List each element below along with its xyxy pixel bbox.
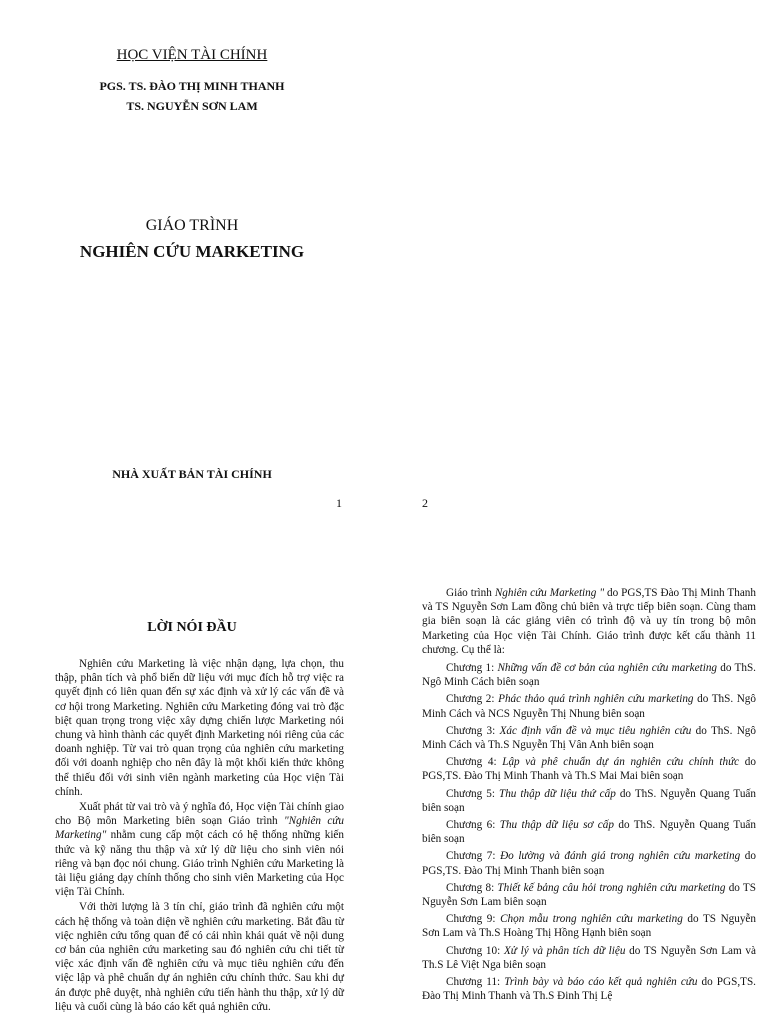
preface-paragraph-1: Nghiên cứu Marketing là việc nhận dạng, lựa chọn, thu thập, phân tích và phổ biến dữ liệu với mục đích hỗ trợ việc ra quyết định có liên quan đến sự xác định và xử lý các vấn đề và cơ hội trong Marketing. Nghiên cứu Marketing đóng vai trò đặc biệt quan trọng trong việc xây dựng chiến lược Marketing nói chung và hình thành các quyết định Marketing nói riêng của các doanh nghiệp. Từ vai trò quan trọng của nghiên cứu marketing đối với doanh nghiệp cho nên đây là một khối kiến thức không thể thiếu đối với sinh viên ngành marketing của Học viện Tài chính. bbox=[55, 658, 344, 798]
page-number-2: 2 bbox=[422, 496, 428, 510]
preface-column bbox=[55, 657, 344, 1014]
chapter-item: Chương 5: Thu thập dữ liệu thứ cấp do ThS. Nguyễn Quang Tuấn biên soạn bbox=[422, 787, 756, 814]
chapter-item: Chương 6: Thu thập dữ liệu sơ cấp do ThS. Nguyễn Quang Tuấn biên soạn bbox=[422, 819, 756, 846]
book-label: GIÁO TRÌNH bbox=[145, 217, 239, 234]
preface-paragraph-2: Xuất phát từ vai trò và ý nghĩa đó, Học viện Tài chính giao cho Bộ môn Marketing biên soạn Giáo trình "Nghiên cứu Marketing" nhằm cung cấp một cách có hệ thống những kiến thức và kỹ năng thu thập và xử lý dữ liệu cho sinh viên nói riêng và bạn đọc nói chung. Giáo trình Nghiên cứu Marketing là tài liệu giảng dạy chính thống cho sinh viên Marketing của Học viện Tài Chính. bbox=[55, 801, 344, 899]
book-structure-column bbox=[422, 586, 756, 1006]
structure-intro: Giáo trình Nghiên cứu Marketing " do PGS,TS Đào Thị Minh Thanh và TS Nguyễn Sơn Lam đồng chủ biên và trực tiếp biên soạn. Cùng tham gia biên soạn là các giảng viên có trình độ và uy tín trong bộ môn Marketing của Học viện Tài Chính. Giáo trình được kết cấu thành 11 chương. Cụ thể là: bbox=[422, 587, 756, 656]
chapter-item: Chương 10: Xử lý và phân tích dữ liệu do TS Nguyễn Sơn Lam và Th.S Lê Việt Nga biên soạn bbox=[422, 944, 756, 971]
chapter-item: Chương 11: Trình bày và báo cáo kết quả nghiên cứu do PGS,TS. Đào Thị Minh Thanh và Th.S Đinh Thị Lệ bbox=[422, 976, 756, 1003]
preface-paragraph-3: Với thời lượng là 3 tín chỉ, giáo trình đã nghiên cứu một cách hệ thống và toàn diện về nghiên cứu marketing. Bắt đầu từ việc nghiên cứu tổng quan để có cái nhìn khái quát về nội dung cơ bản của nghiên cứu marketing sau đó nghiên cứu chi tiết từ việc xác định vấn đề nghiên cứu và mục tiêu nghiên cứu đến việc lập và phê chuẩn dự án nghiên cứu chính thức. Sau khi dự án được phê duyệt, nhà nghiên cứu tiến hành thu thập, xử lý dữ liệu và cuối cùng là báo cáo kết quả nghiên cứu. bbox=[55, 901, 344, 1013]
book-title: NGHIÊN CỨU MARKETING bbox=[79, 242, 305, 261]
chapter-item: Chương 8: Thiết kế bảng câu hỏi trong nghiên cứu marketing do TS Nguyễn Sơn Lam biên soạn bbox=[422, 881, 756, 909]
chapter-item: Chương 4: Lập và phê chuẩn dự án nghiên cứu chính thức do PGS,TS. Đào Thị Minh Thanh và Th.S Mai Mai biên soạn bbox=[422, 756, 756, 783]
chapter-item: Chương 3: Xác định vấn đề và mục tiêu nghiên cứu do ThS. Ngô Minh Cách và Th.S Nguyễn Thị Vân Anh biên soạn bbox=[422, 724, 756, 752]
chapter-item: Chương 9: Chọn mẫu trong nghiên cứu marketing do TS Nguyễn Sơn Lam và Th.S Hoàng Thị Hồng Hạnh biên soạn bbox=[422, 913, 756, 940]
author-2: TS. NGUYỄN SƠN LAM bbox=[126, 99, 258, 113]
page-number-1: 1 bbox=[336, 496, 342, 510]
institute-name: HỌC VIỆN TÀI CHÍNH bbox=[116, 47, 268, 63]
author-1: PGS. TS. ĐÀO THỊ MINH THANH bbox=[99, 79, 285, 93]
publisher: NHÀ XUẤT BẢN TÀI CHÍNH bbox=[112, 467, 272, 481]
preface-title: LỜI NÓI ĐẦU bbox=[147, 620, 237, 635]
chapter-item: Chương 7: Đo lường và đánh giá trong nghiên cứu marketing do PGS,TS. Đào Thị Minh Thanh biên soạn bbox=[422, 850, 756, 877]
chapter-item: Chương 2: Phác thảo quá trình nghiên cứu marketing do ThS. Ngô Minh Cách và NCS Nguyễn Thị Nhung biên soạn bbox=[422, 693, 756, 720]
chapter-item: Chương 1: Những vấn đề cơ bản của nghiên cứu marketing do ThS. Ngô Minh Cách biên soạn bbox=[422, 662, 756, 689]
